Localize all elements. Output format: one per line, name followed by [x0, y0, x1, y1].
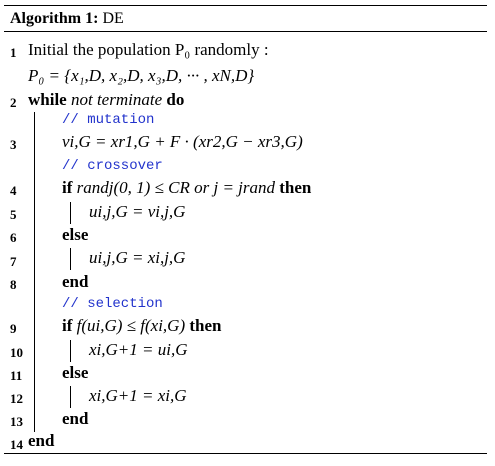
- line-number-10: 10: [10, 345, 23, 360]
- comment-selection: // selection: [62, 296, 163, 312]
- line-7: ui,j,G = xi,j,G: [89, 248, 186, 267]
- algorithm-box: [4, 5, 487, 454]
- keyword-do: do: [166, 90, 185, 109]
- else-body-bar-2: [70, 386, 71, 408]
- if-condition-selection: f(ui,G) ≤ f(xi,G): [76, 316, 186, 335]
- caption-divider: [4, 31, 487, 32]
- line-number-13: 13: [10, 414, 23, 429]
- line-number-4: 4: [10, 183, 17, 198]
- line-12: xi,G+1 = xi,G: [89, 386, 187, 405]
- line-number-8: 8: [10, 277, 17, 292]
- keyword-then: then: [279, 178, 312, 197]
- line-11-else: else: [62, 363, 89, 382]
- line-4: [62, 178, 311, 198]
- line-14-end: end: [28, 431, 55, 450]
- line-1b-text: P₀ = {x₁,D, x₂,D, x₃,D, ··· , xN,D}: [28, 66, 255, 85]
- else-body-bar-1: [70, 248, 71, 270]
- line-number-6: 6: [10, 230, 17, 245]
- line-number-11: 11: [10, 368, 23, 383]
- while-body-bar: [34, 112, 35, 432]
- comment-mutation: // mutation: [62, 112, 155, 128]
- then-body-bar-2: [70, 340, 71, 362]
- keyword-if-2: if: [62, 316, 73, 335]
- line-13-end: end: [62, 409, 89, 428]
- keyword-if: if: [62, 178, 73, 197]
- line-number-7: 7: [10, 254, 17, 269]
- line-6-else: else: [62, 225, 89, 244]
- caption-label: Algorithm 1:: [10, 10, 99, 27]
- keyword-then-2: then: [189, 316, 222, 335]
- line-number-5: 5: [10, 207, 17, 222]
- line-9: [62, 316, 221, 336]
- while-condition: not terminate: [70, 90, 163, 109]
- line-1-text: Initial the population P₀ randomly :: [28, 40, 269, 59]
- line-number-12: 12: [10, 391, 23, 406]
- line-number-1: 1: [10, 45, 17, 60]
- line-number-14: 14: [10, 437, 23, 452]
- line-10: xi,G+1 = ui,G: [89, 340, 188, 359]
- caption-name: DE: [102, 10, 124, 27]
- then-body-bar-1: [70, 202, 71, 224]
- algorithm-caption: [10, 10, 124, 28]
- line-number-2: 2: [10, 95, 17, 110]
- keyword-while: while: [28, 90, 67, 109]
- line-2: [28, 90, 184, 110]
- if-condition-crossover: randj(0, 1) ≤ CR or j = jrand: [76, 178, 276, 197]
- comment-crossover: // crossover: [62, 158, 163, 174]
- line-1-continuation: [28, 66, 254, 86]
- line-number-3: 3: [10, 137, 17, 152]
- line-number-9: 9: [10, 321, 17, 336]
- line-5: ui,j,G = vi,j,G: [89, 202, 186, 221]
- line-1: [28, 40, 269, 60]
- line-3: vi,G = xr1,G + F · (xr2,G − xr3,G): [62, 132, 303, 151]
- line-8-end: end: [62, 272, 89, 291]
